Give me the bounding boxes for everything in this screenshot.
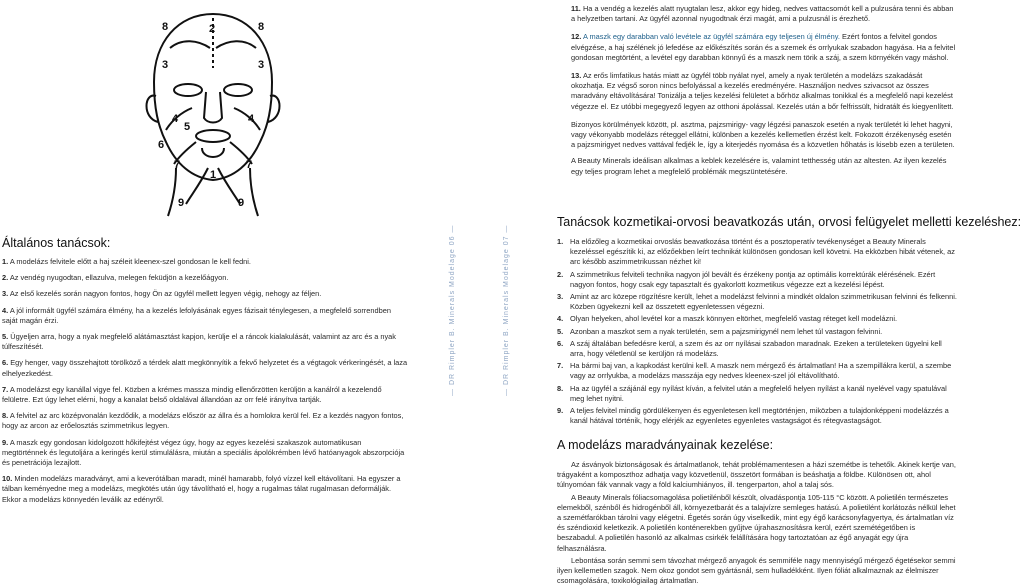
face-label: 4 bbox=[172, 113, 179, 125]
face-label: 4 bbox=[248, 113, 255, 125]
mouth bbox=[196, 130, 230, 142]
face-label: 6 bbox=[158, 139, 165, 151]
list-item: 8. Ha az ügyfél a szájánál egy nyílást kíván, a felvitel után a megfelelő helyen nyílást a kanál nyelével vagy spatulával meg lehet nyitni. bbox=[557, 383, 947, 403]
list-item: 6. A száj általában befedésre kerül, a szem és az orr nyílásai szabadon maradnak. Ezeken a területeken ügyelni kell arra, hogy véletlenül se kerüljön rá modelázs. bbox=[557, 338, 942, 359]
face-label: 7 bbox=[174, 159, 181, 171]
neck-arrow-left bbox=[186, 168, 208, 204]
list-item: 2. Az vendég nyugodtan, ellazulva, melegen feküdjön a kezelőágyon. bbox=[2, 273, 229, 283]
paragraph-11: 11. Ha a vendég a kezelés alatt nyugtalan lesz, akkor egy hideg, nedves vattacsomót kell a pulzusára tenni és abban a helyzetben tartani. Az ügyfél azonnal nyugodtnak érzi magát, ami a pulzusnál is érezhető. bbox=[571, 4, 954, 24]
remains-heading: A modelázs maradványainak kezelése: bbox=[557, 438, 774, 452]
remains-paragraph: Az ásványok biztonságosak és ártalmatlanok, tehát problémamentesen a házi szemétbe is tehetők. Akinek kertje van, trágyaként a komposzthoz adhatja vagy közvetlenül, összetört formában is beáshatja a földbe. Különösen ott, ahol túlnyomóan fák vannak vagy a föld kalciumhiányos, ill. tengerparton, ahol a talaj sós. bbox=[557, 460, 956, 490]
paragraph-13: 13. Az erős limfatikus hatás miatt az ügyfél több nyálat nyel, amely a nyak területén a modelázs szakadását okozhatja. Ez végső soron nincs befolyással a kezelés eredményére. Használjon nedves szivacsot az összes maradvány eltávolítására! Tonizálja a teljes kezelési felületet a bőrhöz alkalmas tonikkal és a megfelelő napi kezelést végezze el. Ez utóbbi megegyező legyen az otthoni ápolással. Kezelés után a bőr felfrissült, hidratált és kiegyenlített. bbox=[571, 71, 954, 111]
page-footer-06: — DR Rimpler B. Minerals Modelage 06 — bbox=[449, 224, 456, 396]
list-item: 7. Ha bármi baj van, a kapkodást kerülni kell. A maszk nem mérgező és ártalmatlan! Ha a szempillákra kerül, a szembe vagy az orrlyukba, a modelázs masszája egy nedves kleenex-szel jól eltávolítható. bbox=[557, 361, 952, 381]
face-label: 5 bbox=[184, 121, 191, 133]
list-item: 5. Azonban a maszkot sem a nyak területén, sem a pajzsmirigynél nem lehet túl vastagon felvinni. bbox=[557, 326, 883, 336]
face-label: 7 bbox=[246, 159, 253, 171]
neck-arrow-right bbox=[218, 168, 240, 204]
forehead-arrow-left bbox=[170, 41, 210, 48]
list-item: 5. Ügyeljen arra, hogy a nyak megfelelő alátámasztást kapjon, kerülje el a ráncok kialakulását, valamint az arc és a nyak túlfeszítését. bbox=[2, 332, 396, 352]
paragraph-beauty-minerals: A Beauty Minerals ideálisan alkalmas a keblek kezelésére is, valamint tetthesség után az altesten. Az ilyen kezelés egy teljes program lehet a megfelelő problémák megszüntetésére. bbox=[571, 156, 947, 176]
chin-circle bbox=[202, 148, 224, 157]
list-item: 9. A maszk egy gondosan kidolgozott hőkifejtést végez úgy, hogy az egyes kezelési szakaszok automatikusan megtörténnek és legutoljára a keringés kerül stimulálásra, miután a speciális ápolókrémben lévő hatóanyagok abszorpciója és penetrációja lezajlott. bbox=[2, 437, 405, 468]
list-item: 10. Minden modelázs maradványt, ami a kever​ótálban maradt, minél hamarabb, folyó vízzel kell eltávolítani. Ha egyszer a tálban keményedne meg a modelázs, megkötés után úgy távolítható el, hogy a rugalmas tálat rugalmasan deformálják. Ekkor a modelázs könnyedén leválik az edényről. bbox=[2, 474, 401, 504]
list-item: 2. A szimmetrikus felviteli technika nagyon jól bevált és érzékeny pontja az optimális korrektúrák elérésének. Ezért nagyon fontos, hogy csak egy tapasztalt és gyakorlott kozmetikus végezze ezt a kezelési lépést. bbox=[557, 269, 936, 289]
face-label: 8 bbox=[162, 21, 169, 33]
remains-paragraph: Lebontása során semmi sem távozhat mérgező anyagok és semmiféle nagy mennyiségű mérgező égetésekor semmi ilyen kellemetlen szagok. Nem okoz gondot sem gyártásnál, sem hulladékként. Ilyen fóliát alkalmaznak az élelmiszer csomagolására, toxikológiailag ártalmatlan. bbox=[557, 555, 956, 586]
face-label: 3 bbox=[258, 59, 265, 71]
general-advice-list bbox=[2, 257, 408, 511]
list-item: 4. A jól informált ügyfél számára élmény, ha a kezelés lefolyásának egyes fázisait ténylegesen, a megfelelő sorrendben saját magán érzi. bbox=[2, 305, 391, 325]
face-label: 9 bbox=[178, 197, 185, 209]
list-item: 9. A teljes felvitel mindig gördülékenyen és egyenletesen kell megtörténjen, miközben a tulajdonképpeni modelázzés a kanál hátával történik, hogy elérjék az egyenletes egyenletes vastagságot és rétegvastagságot. bbox=[557, 406, 949, 426]
nose bbox=[204, 92, 222, 123]
list-item: 3. Az első kezelés során nagyon fontos, hogy Ön az ügyfél mellett legyen végig, nehogy az féljen. bbox=[2, 289, 322, 299]
face-label: 2 bbox=[209, 23, 216, 35]
list-item: 1. A modelázs felvitele előtt a haj széleit kleenex-szel gondosan le kell fedni. bbox=[2, 257, 251, 266]
page-footer-07: — DR Rimpler B. Minerals Modelage 07 — bbox=[503, 224, 510, 396]
medical-advice-list bbox=[557, 237, 957, 428]
list-item: 3. Amint az arc közepe rögzítésre került, lehet a modelázst felvinni a mindkét oldalon szimmetrikusan felvinni és felkenni. Közben ügyekezni kell az összetett egyenletessen végezni. bbox=[557, 292, 957, 312]
list-item: 6. Egy henger, vagy összehajtott törölköző a térdek alatt megkönnyítik a fekvő helyzetet és a végtagok vérkeringését, a laza elhelyezkedést. bbox=[2, 358, 408, 378]
list-item: 4. Olyan helyeken, ahol levétel kor a maszk könnyen eltörhet, megfelelő vastag réteget kell modelázni. bbox=[557, 314, 898, 324]
face-label: 3 bbox=[162, 59, 169, 71]
cheek-arrow-right bbox=[234, 108, 260, 130]
right-eye bbox=[224, 84, 252, 96]
remains-text bbox=[557, 460, 957, 586]
paragraph-asthma: Bizonyos körülmények között, pl. asztma, pajzsmirigy- vagy légzési panaszok esetén a nyak területét ki lehet hagyni, vagy vékonyabb modelázs réteggel ellátni, különben a kezelés kellemetlen érzést kelt. Fokozott érzékenység esetén a pajzsmirigyet nedves vattával fedjék le, így a kiterjedés nyomása és a közvetlen hőhatás is kisebb ezen a területen. bbox=[571, 119, 955, 150]
paragraph-12: 12. A maszk egy darabban való levétele az ügyfél számára egy teljesen új élmény. Ezért fontos a felvitel gondos elvégzése, a haj szélének jó lefedése az előkészítés során és a szemek és orrlyukak szabadon hagyása. Ha a felvitel gondosan megtörtént, a levétel egy darabban könnyű és a maszk nem törik a száj, a szem környékén vagy máshol. bbox=[571, 32, 956, 62]
face-label: 9 bbox=[238, 197, 245, 209]
left-eye bbox=[174, 84, 202, 96]
face-diagram bbox=[132, 8, 294, 218]
top-right-column bbox=[571, 4, 956, 183]
right-section-heading: Tanácsok kozmetikai-orvosi beavatkozás után, orvosi felügyelet melletti kezeléshez: bbox=[557, 215, 1021, 229]
remains-paragraph: A Beauty Minerals fóliacsomagolása polietilénből készült, olvadáspontja 105-115 °C között. A polietilén természetes elemekből, szénből és hidrogénből áll, környezetbarát és a talajvízre semleges hatású. A polietilént korlátozás nélkül lehet a szemétfarókban tárolni vagy elégetni. Égetés során úgy viselkedik, mint egy égő karácsonyfagyertya, és ártalmatlan víz és széndioxid keletkezik. A polietilén konténerekben gyűjtve újrahasznosításra kerül, ezért szemétégetőben is beszabadul. A polietilén hasonló az alkalmas csirkék felállítására hogy tartoztatóan az égő anyagát egy újra felhasználásra. bbox=[557, 492, 956, 553]
face-label: 1 bbox=[210, 169, 217, 181]
face-label: 8 bbox=[258, 21, 265, 33]
forehead-arrow-right bbox=[216, 41, 256, 48]
list-item: 8. A felvitel az arc középvonalán kezdődik, a modelázs először az állra és a homlokra kerül fel. Ez a kezdés nagyon fontos, hogy az arcon az erőelosztás szimmetrikus legyen. bbox=[2, 411, 404, 431]
list-item: 1. Ha előzőleg a kozmetikai orvoslás beavatkozása történt és a posztoperatív tevékenységet a Beauty Minerals kezeléssel egészítik ki, az előzőekben leírt technikát különösen gondosan kell követni. Ha ekközben hibát vétenek, az arc később aszimmetrikussan nézhet ki! bbox=[557, 237, 955, 267]
general-advice-heading: Általános tanácsok: bbox=[2, 236, 111, 250]
list-item: 7. A modelázst egy kanállal vigye fel. Közben a krémes massza mindig ellenőrzötten kerüljön a kanálról a kezelendő felületre. Ezt úgy lehet elérni, hogy a kanalat belső oldalával állandóan az orr felé irányítva tartják. bbox=[2, 384, 382, 405]
